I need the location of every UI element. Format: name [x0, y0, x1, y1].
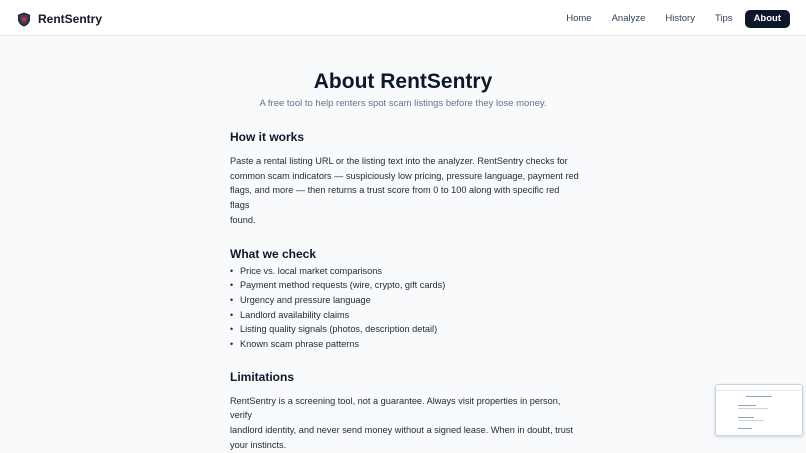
list-item	[230, 322, 580, 337]
preview-line	[738, 405, 756, 406]
main-nav	[558, 10, 790, 28]
list-item-text: Price vs. local market comparisons	[240, 265, 382, 276]
list-item-text: Known scam phrase patterns	[240, 339, 359, 350]
text-line: RentSentry is a screening tool, not a guarantee. Always visit properties in person, verify	[230, 395, 561, 421]
nav-history-link[interactable]: History	[665, 13, 695, 24]
list-item	[230, 293, 580, 308]
preview-line	[738, 420, 764, 421]
check-list	[230, 264, 580, 352]
list-item-text: Listing quality signals (photos, description detail)	[240, 324, 438, 335]
nav-tips-link[interactable]: Tips	[714, 13, 733, 24]
list-item	[230, 308, 580, 323]
preview-line	[738, 408, 768, 409]
top-navbar	[0, 0, 806, 36]
text-line: common scam indicators — suspiciously low pricing, pressure language, payment red	[230, 170, 579, 181]
nav-about-link[interactable]: About	[745, 10, 790, 28]
preview-line	[738, 417, 754, 418]
list-item-text: Payment method requests (wire, crypto, gift cards)	[240, 280, 446, 291]
list-item-text: Urgency and pressure language	[240, 294, 371, 305]
nav-home-link[interactable]: Home	[566, 13, 592, 24]
page-title: About RentSentry	[313, 70, 493, 93]
preview-line	[746, 396, 772, 397]
how-it-works-text	[230, 154, 580, 228]
how-it-works-section	[230, 128, 580, 228]
section-heading: Limitations	[230, 369, 295, 384]
preview-line	[738, 428, 752, 429]
nav-analyze-link[interactable]: Analyze	[611, 13, 646, 24]
list-item	[230, 337, 580, 352]
text-line: landlord identity, and never send money without a signed lease. When in doubt, trust	[230, 425, 574, 436]
limitations-section	[230, 368, 580, 453]
text-line: flags, and more — then returns a trust score from 0 to 100 along with specific red flags	[230, 185, 560, 211]
bullet-icon: •	[230, 280, 234, 291]
brand-name: RentSentry	[38, 12, 103, 26]
text-line: your instincts.	[230, 439, 287, 450]
list-item-text: Landlord availability claims	[240, 309, 350, 320]
about-content	[230, 128, 580, 453]
list-item	[230, 278, 580, 293]
bullet-icon: •	[230, 265, 234, 276]
brand-logo-link[interactable]	[17, 10, 102, 28]
text-line: Paste a rental listing URL or the listing text into the analyzer. RentSentry checks for	[230, 156, 568, 166]
text-line: found.	[230, 214, 256, 225]
what-we-check-section	[230, 245, 580, 352]
section-heading: How it works	[230, 130, 305, 144]
preview-navbar	[716, 385, 802, 391]
page-preview-thumbnail[interactable]	[715, 384, 803, 436]
bullet-icon: •	[230, 324, 234, 335]
page-subtitle: A free tool to help renters spot scam listings before they lose money.	[259, 98, 547, 109]
bullet-icon: •	[230, 339, 234, 350]
shield-icon	[17, 12, 31, 27]
bullet-icon: •	[230, 309, 234, 320]
bullet-icon: •	[230, 294, 234, 305]
section-heading: What we check	[230, 246, 317, 261]
limitations-text	[230, 394, 580, 453]
list-item	[230, 264, 580, 279]
